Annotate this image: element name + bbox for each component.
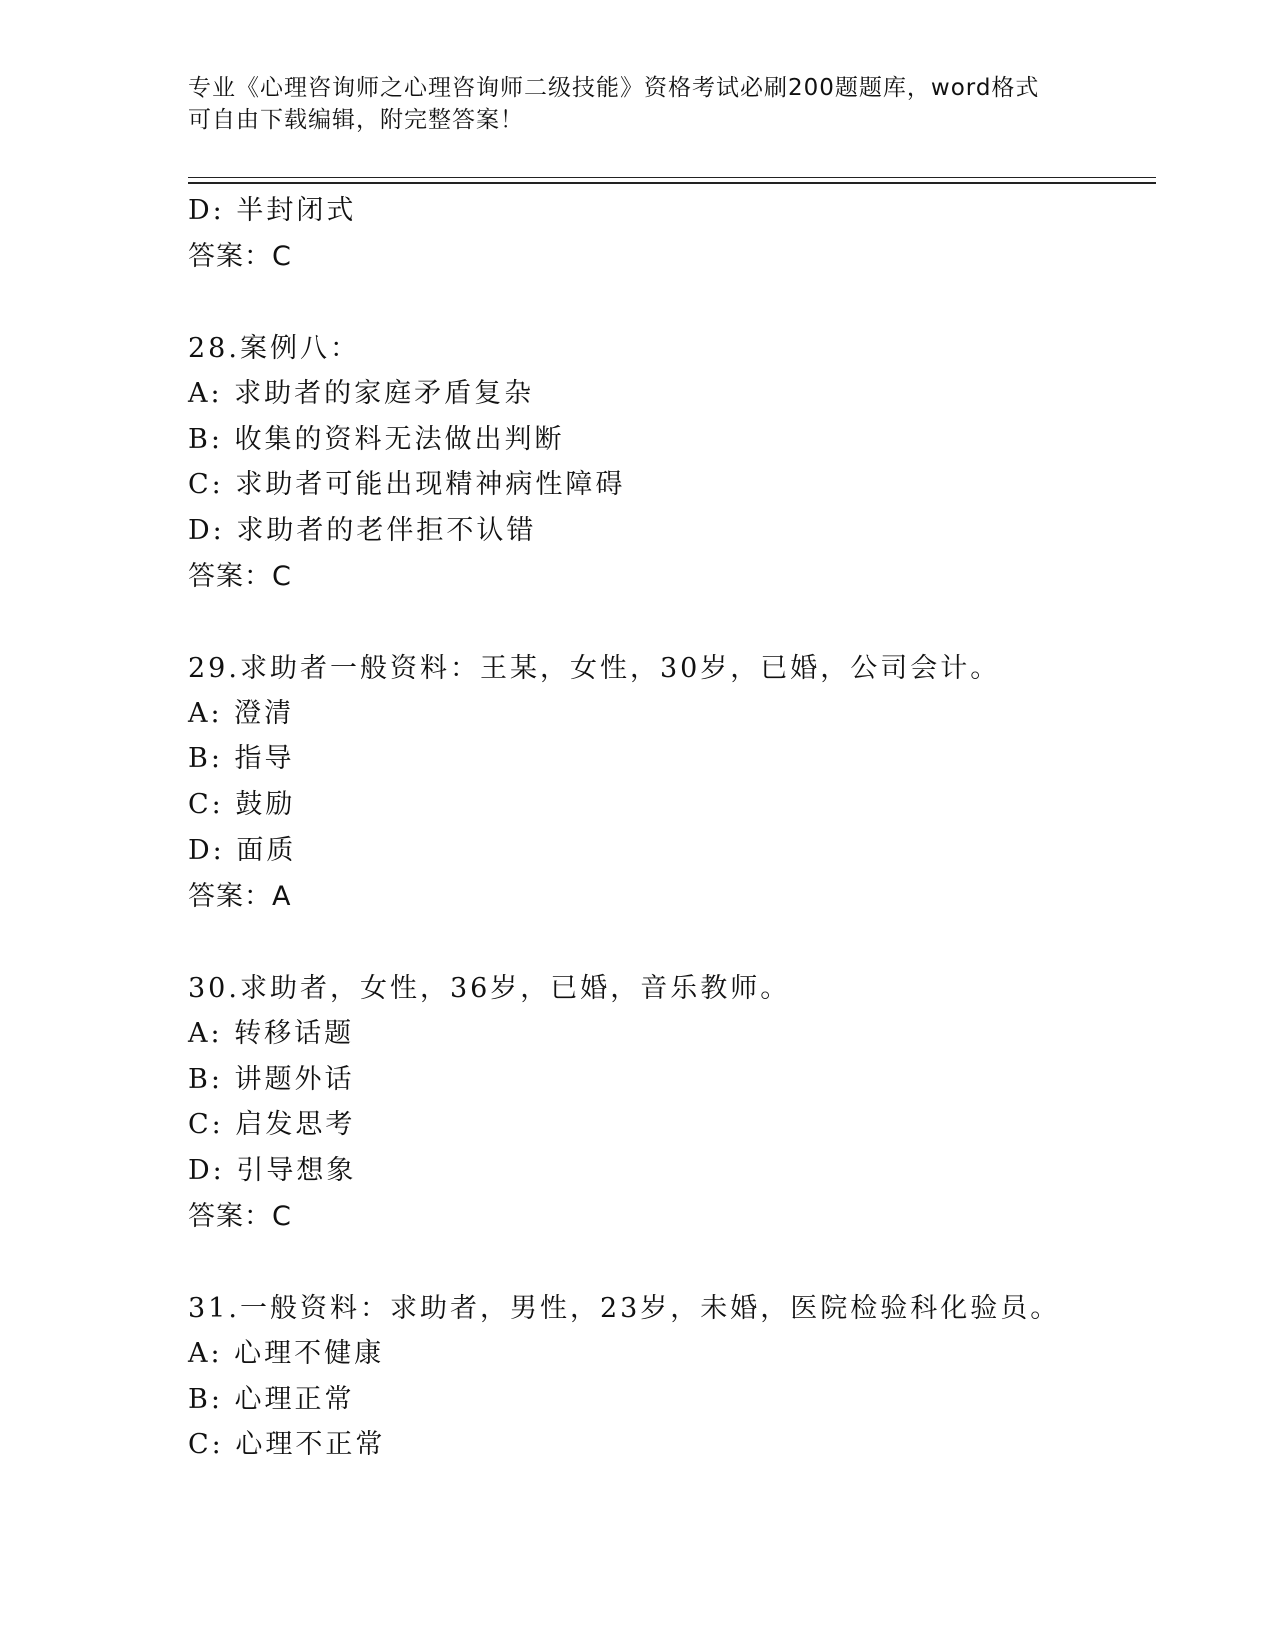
q29-opt-d: D: 面质 — [188, 835, 297, 866]
q28-opt-c: C: 求助者可能出现精神病性障碍 — [188, 469, 626, 500]
q31-stem: 31.一般资料：求助者，男性，23岁，未婚，医院检验科化验员。 — [188, 1293, 1061, 1324]
q28-stem: 28.案例八： — [188, 333, 360, 364]
header-divider-thick — [188, 182, 1156, 184]
q30-opt-b: B: 讲题外话 — [188, 1064, 355, 1095]
document-header — [188, 72, 1088, 136]
q31-opt-c: C: 心理不正常 — [188, 1429, 386, 1460]
q28-opt-b: B: 收集的资料无法做出判断 — [188, 424, 565, 455]
q30-stem: 30.求助者，女性，36岁，已婚，音乐教师。 — [188, 973, 791, 1004]
q30-opt-d: D: 引导想象 — [188, 1155, 357, 1186]
q30-opt-a: A: 转移话题 — [188, 1018, 355, 1049]
q27-answer: 答案：C — [188, 241, 292, 272]
q29-answer: 答案：A — [188, 881, 292, 912]
q29-opt-a: A: 澄清 — [188, 698, 295, 729]
q28-answer: 答案：C — [188, 561, 292, 592]
q28-opt-d: D: 求助者的老伴拒不认错 — [188, 515, 537, 546]
header-divider-thin — [188, 177, 1156, 178]
q30-opt-c: C: 启发思考 — [188, 1109, 356, 1140]
q28-opt-a: A: 求助者的家庭矛盾复杂 — [188, 378, 535, 409]
q30-answer: 答案：C — [188, 1201, 292, 1232]
q27-opt-d: D: 半封闭式 — [188, 195, 357, 226]
header-line-2: 可自由下载编辑，附完整答案！ — [188, 107, 524, 133]
q29-opt-c: C: 鼓励 — [188, 789, 296, 820]
q29-opt-b: B: 指导 — [188, 743, 295, 774]
q31-opt-a: A: 心理不健康 — [188, 1338, 385, 1369]
q31-opt-b: B: 心理正常 — [188, 1384, 355, 1415]
header-line-1: 专业《心理咨询师之心理咨询师二级技能》资格考试必刷200题题库，word格式 — [188, 75, 1040, 101]
q29-stem: 29.求助者一般资料：王某，女性，30岁，已婚，公司会计。 — [188, 653, 1001, 684]
